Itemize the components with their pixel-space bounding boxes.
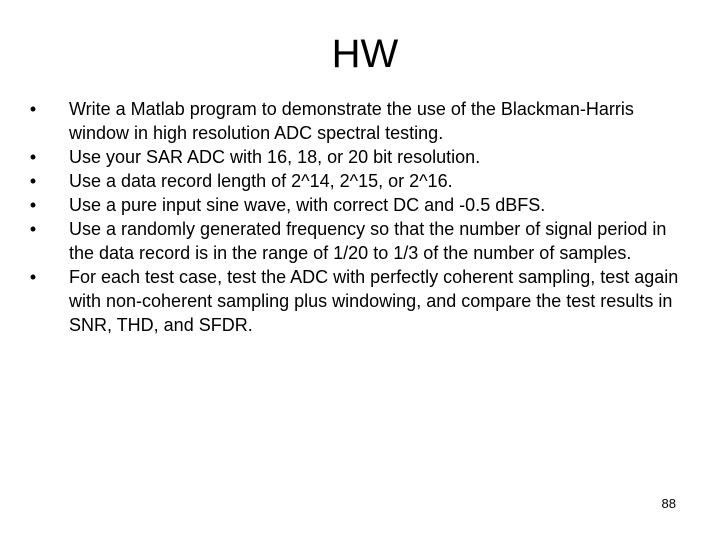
bullet-item (26, 217, 686, 265)
bullet-icon: • (29, 99, 37, 119)
bullet-text: Use a randomly generated frequency so that the number of signal period in the data record is in the range of 1/20 to 1/3 of the number of samples. (69, 219, 667, 263)
slide-title: HW (331, 32, 399, 76)
bullet-text: Use your SAR ADC with 16, 18, or 20 bit resolution. (69, 147, 481, 167)
bullet-text: Use a pure input sine wave, with correct DC and -0.5 dBFS. (69, 195, 546, 215)
bullet-text: Write a Matlab program to demonstrate the use of the Blackman-Harris window in high resolution ADC spectral testing. (69, 99, 634, 143)
bullet-icon: • (29, 195, 37, 215)
bullet-text: Use a data record length of 2^14, 2^15, or 2^16. (69, 171, 453, 191)
bullet-item (26, 145, 686, 169)
bullet-icon: • (29, 267, 37, 287)
page-number: 88 (661, 496, 676, 511)
bullet-text: For each test case, test the ADC with perfectly coherent sampling, test again with non-coherent sampling plus windowing, and compare the test results in SNR, THD, and SFDR. (69, 267, 679, 335)
bullet-icon: • (29, 219, 37, 239)
bullet-item (26, 97, 686, 145)
bullet-list (26, 97, 686, 337)
bullet-item (26, 265, 686, 337)
bullet-item (26, 169, 686, 193)
bullet-icon: • (29, 147, 37, 167)
bullet-item (26, 193, 686, 217)
bullet-icon: • (29, 171, 37, 191)
